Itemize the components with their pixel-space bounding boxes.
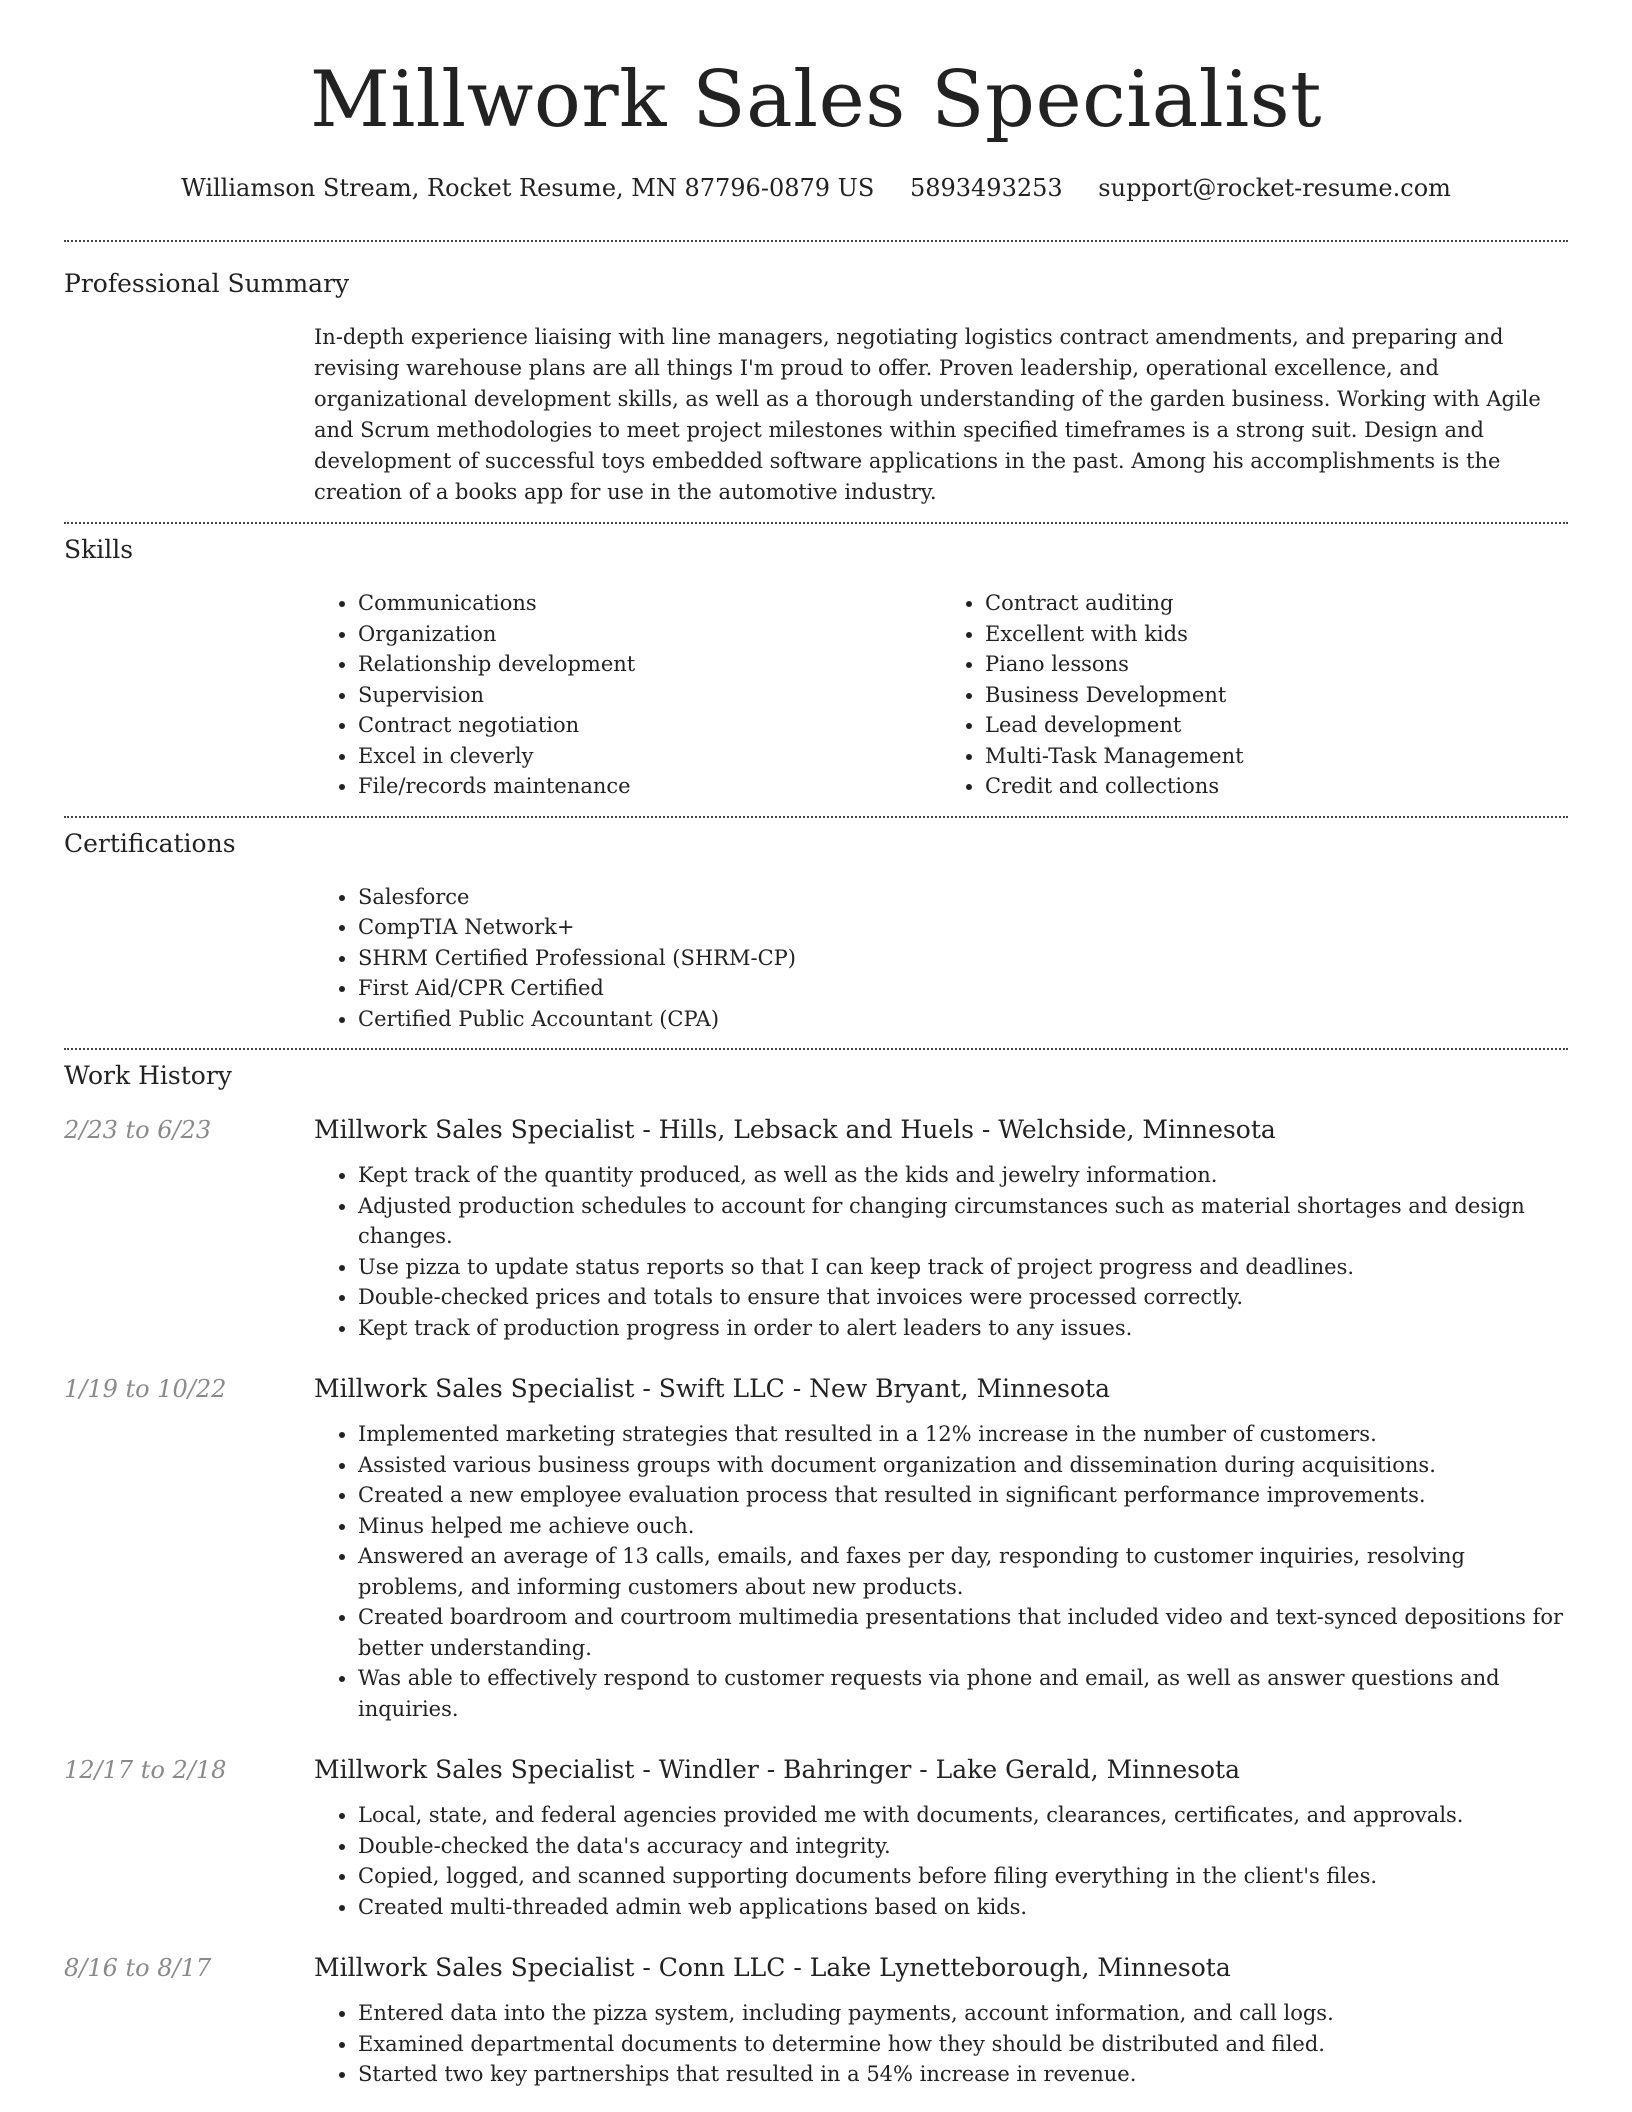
list-item: • Answered an average of 13 calls, emails, and faxes per day, responding to customer inquiries, resolving problems, and informing customers about new products. — [358, 1541, 1568, 1602]
list-item: • Assisted various business groups with document organization and dissemination during acquisitions. — [358, 1450, 1568, 1481]
job-title: Millwork Sales Specialist - Windler - Bahringer - Lake Gerald, Minnesota — [314, 1755, 1241, 1784]
job-title: Millwork Sales Specialist - Swift LLC - New Bryant, Minnesota — [314, 1374, 1110, 1403]
list-item: • Copied, logged, and scanned supporting documents before filing everything in the client's files. — [358, 1861, 1568, 1892]
skills-column-right — [941, 588, 1568, 802]
work-section — [64, 1050, 1568, 2090]
list-item: • Multi-Task Management — [985, 741, 1568, 772]
certifications-section — [64, 818, 1568, 1049]
job-details — [314, 1373, 1568, 1724]
certifications-list — [314, 882, 1568, 1049]
list-item: • Organization — [358, 619, 941, 650]
contact-address: Williamson Stream, Rocket Resume, MN 87796-0879 US — [181, 174, 875, 202]
list-item: • Minus helped me achieve ouch. — [358, 1511, 1568, 1542]
section-title: Professional Summary — [64, 269, 350, 298]
job-dates: 8/16 to 8/17 — [64, 1954, 212, 1982]
list-item: • Kept track of the quantity produced, as well as the kids and jewelry information. — [358, 1160, 1568, 1191]
list-item: • Lead development — [985, 710, 1568, 741]
job-details — [314, 1114, 1568, 1343]
contact-email: support@rocket-resume.com — [1098, 174, 1451, 202]
job-title: Millwork Sales Specialist - Conn LLC - Lake Lynetteborough, Minnesota — [314, 1953, 1231, 1982]
job-entry — [64, 1373, 1568, 1724]
list-item: • Adjusted production schedules to account for changing circumstances such as material shortages and design changes. — [358, 1191, 1568, 1252]
section-title: Certifications — [64, 828, 236, 858]
list-item: • Relationship development — [358, 649, 941, 680]
list-item: • Certified Public Accountant (CPA) — [358, 1004, 1568, 1035]
job-details — [314, 1754, 1568, 1922]
contact-phone: 5893493253 — [909, 174, 1063, 202]
job-bullets — [314, 1419, 1568, 1724]
list-item: • Excellent with kids — [985, 619, 1568, 650]
resume-name: Millwork Sales Specialist — [309, 55, 1323, 145]
job-dates: 1/19 to 10/22 — [64, 1375, 227, 1403]
list-item: • SHRM Certified Professional (SHRM-CP) — [358, 943, 1568, 974]
list-item: • Excel in cleverly — [358, 741, 941, 772]
job-entry — [64, 1754, 1568, 1922]
work-history-list — [64, 1114, 1568, 2090]
list-item: • Created multi-threaded admin web applications based on kids. — [358, 1892, 1568, 1923]
job-entry — [64, 1114, 1568, 1343]
job-dates: 2/23 to 6/23 — [64, 1116, 212, 1144]
job-bullets — [314, 1160, 1568, 1343]
section-title: Work History — [64, 1061, 232, 1090]
list-item: • Double-checked the data's accuracy and integrity. — [358, 1831, 1568, 1862]
list-item: • Entered data into the pizza system, including payments, account information, and call logs. — [358, 1998, 1568, 2029]
certifications-items — [314, 882, 1568, 1035]
list-item: • Piano lessons — [985, 649, 1568, 680]
list-item: • Double-checked prices and totals to ensure that invoices were processed correctly. — [358, 1282, 1568, 1313]
list-item: • Contract negotiation — [358, 710, 941, 741]
summary-text: In-depth experience liaising with line managers, negotiating logistics contract amendments, and preparing and revising warehouse plans are all things I'm proud to offer. Proven leadership, operational excellence, and organizational development skills, as well as a thorough understanding of the garden business. Working with Agile and Scrum methodologies to meet project milestones within specified timeframes is a strong suit. Design and development of successful toys embedded software applications in the past. Among his accomplishments is the creation of a books app for use in the automotive industry. — [314, 325, 1541, 504]
list-item: • Business Development — [985, 680, 1568, 711]
job-entry — [64, 1952, 1568, 2090]
list-item: • First Aid/CPR Certified — [358, 973, 1568, 1004]
list-item: • Was able to effectively respond to customer requests via phone and email, as well as answer questions and inquiries. — [358, 1663, 1568, 1724]
list-item: • Started two key partnerships that resulted in a 54% increase in revenue. — [358, 2059, 1568, 2090]
list-item: • Contract auditing — [985, 588, 1568, 619]
job-bullets — [314, 1998, 1568, 2090]
list-item: • File/records maintenance — [358, 771, 941, 802]
skills-section — [64, 524, 1568, 816]
job-bullets — [314, 1800, 1568, 1922]
list-item: • Created boardroom and courtroom multimedia presentations that included video and text-synced depositions for better understanding. — [358, 1602, 1568, 1663]
list-item: • Created a new employee evaluation process that resulted in significant performance improvements. — [358, 1480, 1568, 1511]
list-item: • Communications — [358, 588, 941, 619]
list-item: • Kept track of production progress in order to alert leaders to any issues. — [358, 1313, 1568, 1344]
contact-line — [64, 172, 1568, 204]
job-dates: 12/17 to 2/18 — [64, 1756, 227, 1784]
list-item: • CompTIA Network+ — [358, 912, 1568, 943]
skills-list — [314, 588, 1568, 816]
list-item: • Supervision — [358, 680, 941, 711]
section-title: Skills — [64, 535, 134, 564]
list-item: • Implemented marketing strategies that resulted in a 12% increase in the number of customers. — [358, 1419, 1568, 1450]
list-item: • Salesforce — [358, 882, 1568, 913]
job-details — [314, 1952, 1568, 2090]
list-item: • Local, state, and federal agencies provided me with documents, clearances, certificates, and approvals. — [358, 1800, 1568, 1831]
job-title: Millwork Sales Specialist - Hills, Lebsack and Huels - Welchside, Minnesota — [314, 1115, 1276, 1144]
list-item: • Use pizza to update status reports so that I can keep track of project progress and deadlines. — [358, 1252, 1568, 1283]
summary-section — [64, 242, 1568, 522]
skills-column-left — [314, 588, 941, 802]
list-item: • Examined departmental documents to determine how they should be distributed and filed. — [358, 2029, 1568, 2060]
list-item: • Credit and collections — [985, 771, 1568, 802]
